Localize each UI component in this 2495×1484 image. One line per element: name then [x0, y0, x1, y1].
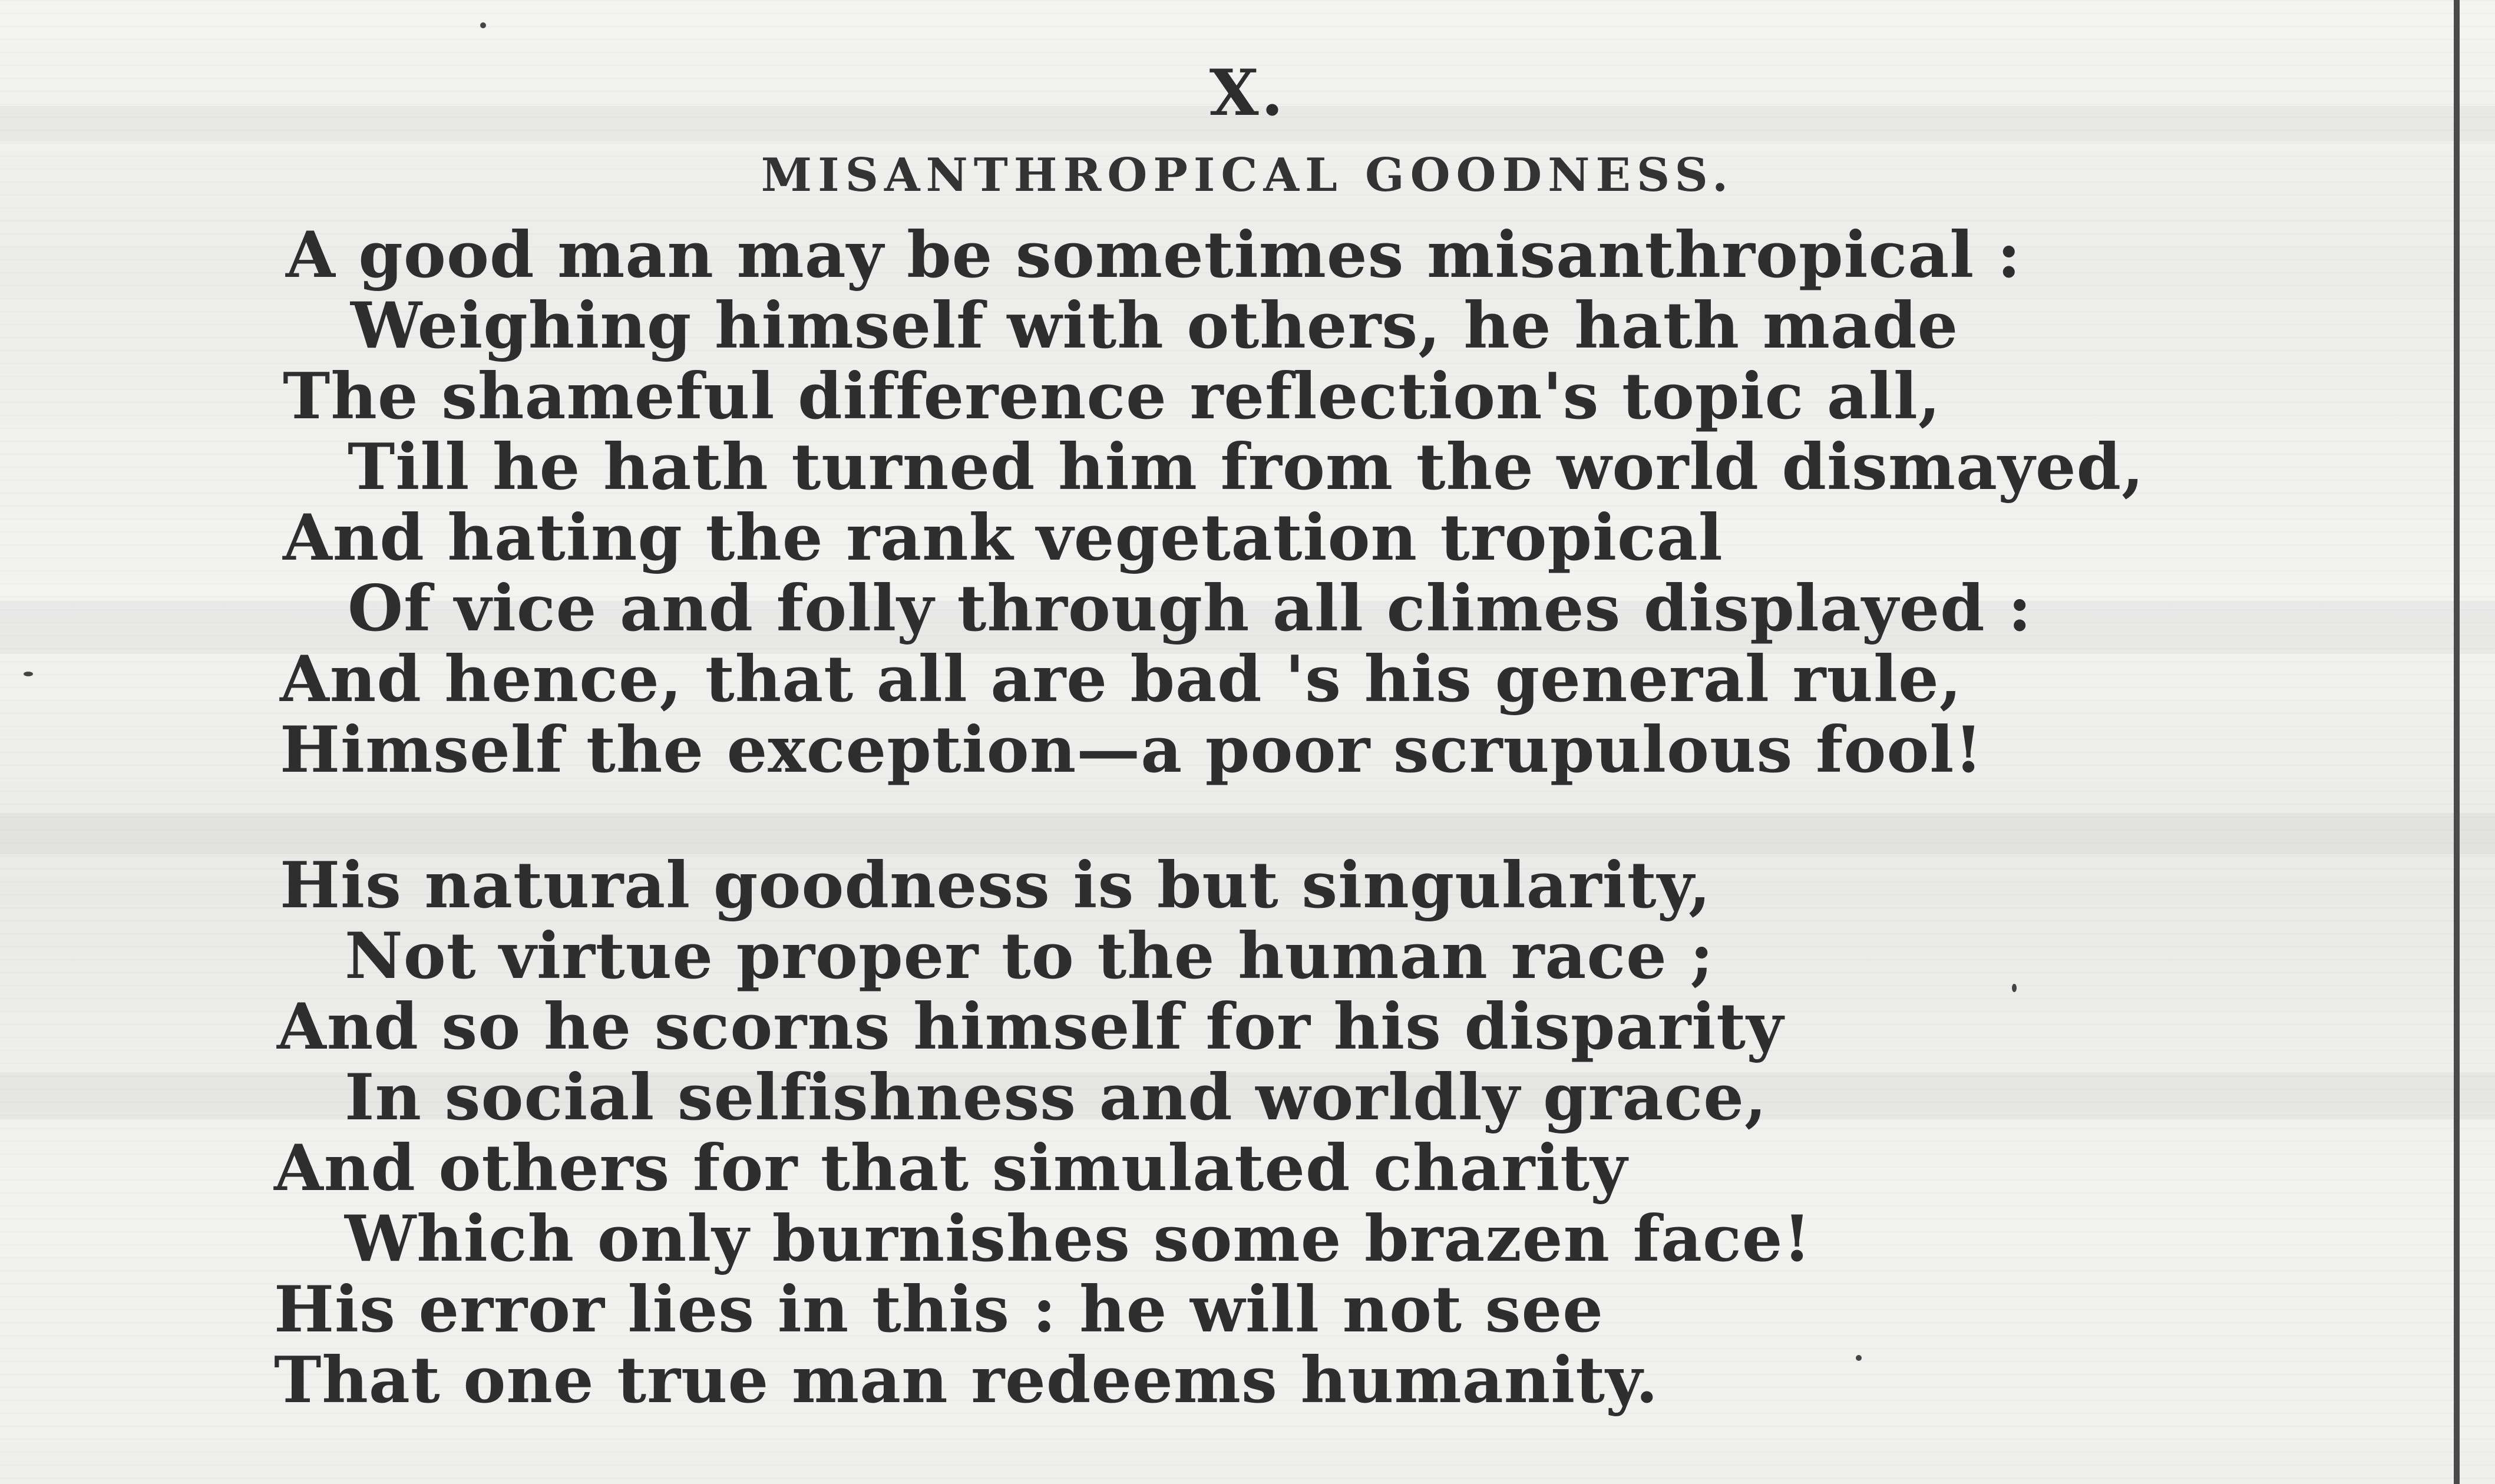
print-speck [1856, 1355, 1862, 1361]
section-number: X. [1209, 56, 1286, 130]
poem-title: MISANTHROPICAL GOODNESS. [761, 148, 1734, 202]
poem-line: Which only burnishes some brazen face! [345, 1202, 1812, 1276]
print-speck [24, 672, 33, 676]
poem-line: Weighing himself with others, he hath made [351, 289, 1959, 363]
poem-line: His error lies in this : he will not see [274, 1273, 1604, 1347]
poem-line: Till he hath turned him from the world dismayed, [348, 430, 2144, 504]
print-speck [2012, 984, 2017, 992]
column-rule [2454, 0, 2460, 1484]
poem-line: Himself the exception—a poor scrupulous fool! [280, 713, 1983, 787]
poem-line: Of vice and folly through all climes displayed : [348, 571, 2033, 646]
poem-line: And hence, that all are bad 's his general rule, [280, 642, 1962, 716]
poem-line: And others for that simulated charity [274, 1131, 1628, 1205]
poem-line: Not virtue proper to the human race ; [345, 919, 1714, 993]
poem-line: That one true man redeems humanity. [274, 1343, 1659, 1417]
poem-line: A good man may be sometimes misanthropical : [286, 218, 2021, 292]
poem-line: And so he scorns himself for his disparity [277, 990, 1784, 1064]
poem-line: His natural goodness is but singularity, [280, 848, 1711, 923]
poem-line: And hating the rank vegetation tropical [283, 501, 1723, 575]
poem-line: In social selfishness and worldly grace, [345, 1060, 1767, 1135]
poem-line: The shameful difference reflection's topic all, [283, 359, 1941, 434]
print-speck [480, 22, 486, 28]
